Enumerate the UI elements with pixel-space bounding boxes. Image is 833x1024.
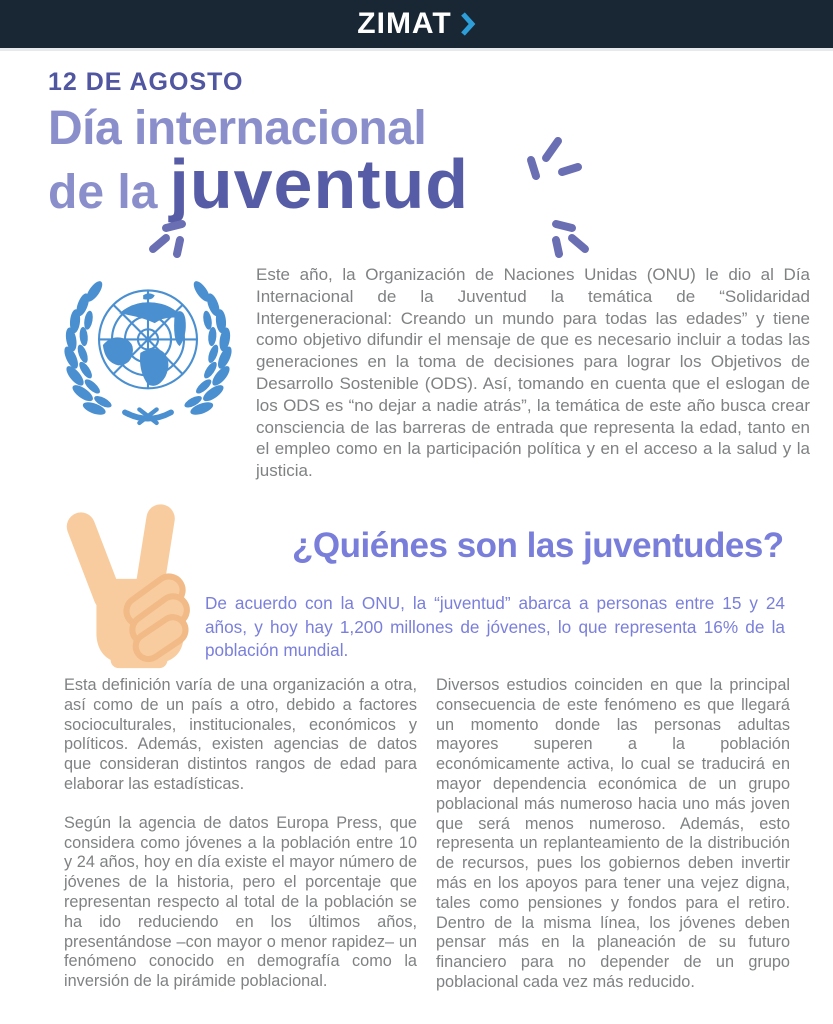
section-heading: ¿Quiénes son las juventudes?	[292, 526, 784, 565]
title-line-1: Día internacional	[48, 102, 427, 155]
title-word-juventud: juventud	[169, 145, 470, 223]
left-column	[64, 676, 417, 1011]
sparkle-icon	[548, 212, 606, 263]
chevron-right-icon	[459, 11, 476, 37]
section-lead: De acuerdo con la ONU, la “juventud” abarca a personas entre 15 y 24 años, y hoy hay 1,200 millones de jóvenes, lo que representa 16% de la población mundial.	[205, 593, 785, 660]
sparkle-icon	[522, 128, 584, 199]
sparkle-icon	[134, 212, 190, 263]
brand-logo	[357, 7, 475, 41]
brand-wordmark: ZIMAT	[357, 7, 452, 40]
body-paragraph: Esta definición varía de una organización a otra, así como de un país a otro, debido a factores socioculturales, institucionales, económicos y políticos. Además, existen agencias de datos que consideran distintos rangos de edad para elaborar las estadísticas.	[64, 676, 417, 793]
peace-hand-icon	[66, 503, 208, 669]
un-emblem-icon	[52, 268, 244, 430]
title-line-2-prefix: de la	[48, 166, 158, 219]
date-heading: 12 DE AGOSTO	[48, 68, 244, 96]
body-paragraph: Diversos estudios coinciden en que la principal consecuencia de este fenómeno es que llegará un momento donde las personas adultas mayores superen a la población económicamente activa, lo cual se traducirá en mayor dependencia económica de un grupo poblacional más numeroso hacia uno más joven que será menos numeroso. Además, esto representa un replanteamiento de la distribución de recursos, pues los gobiernos deben invertir más en los apoyos para tener una vejez digna, tales como pensiones y fondos para el retiro. Dentro de la misma línea, los jóvenes deben pensar más en la planeación de su futuro financiero para no depender de un grupo poblacional cada vez más reducido.	[436, 676, 790, 991]
intro-paragraph: Este año, la Organización de Naciones Unidas (ONU) le dio al Día Internacional de la Juventud la temática de “Solidaridad Intergeneracional: Creando un mundo para todas las edades” y tiene como objetivo difundir el mensaje de que es necesario incluir a todas las generaciones en la toma de decisiones para lograr los Objetivos de Desarrollo Sostenible (ODS). Así, tomando en cuenta que el eslogan de los ODS es “no dejar a nadie atrás”, la temática de este año busca crear consciencia de las barreras de entrada que representa la edad, tanto en el empleo como en la participación política y en el acceso a la salud y la justicia.	[256, 265, 810, 481]
body-paragraph: Según la agencia de datos Europa Press, que considera como jóvenes a la población entre 10 y 24 años, hoy en día existe el mayor número de jóvenes de la historia, pero el porcentaje que representan respecto al total de la población se ha ido reduciendo en los últimos años, presentándose –con mayor o menor rapidez– un fenómeno conocido en demografía como la inversión de la pirámide poblacional.	[64, 813, 417, 991]
right-column	[436, 676, 790, 1012]
header-bar	[0, 0, 833, 51]
